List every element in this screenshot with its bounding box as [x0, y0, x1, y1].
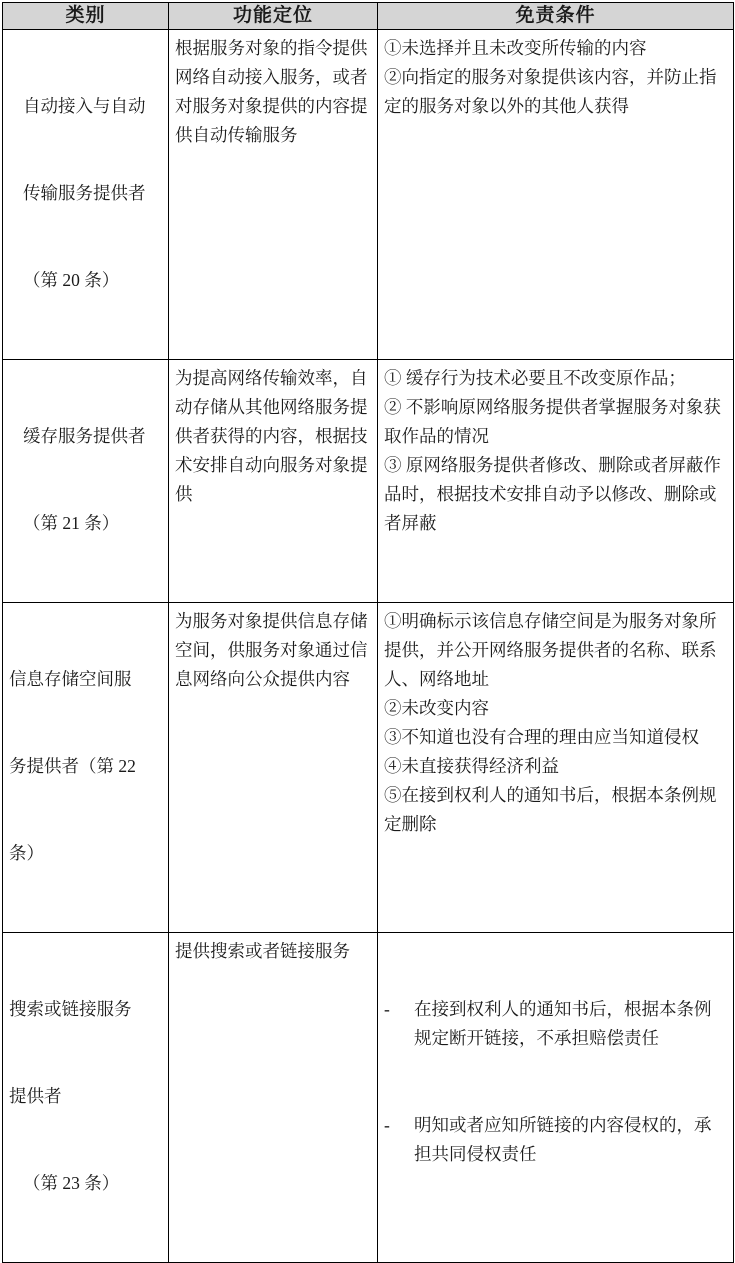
- list-item-text: 在接到权利人的通知书后，根据本条例规定断开链接，不承担赔偿责任: [414, 999, 712, 1048]
- dash-bullet-icon: -: [384, 1115, 390, 1135]
- function-text: 为服务对象提供信息存储空间，供服务对象通过信息网络向公众提供内容: [175, 611, 368, 689]
- dash-bullet-icon: -: [384, 999, 390, 1019]
- table-row: [3, 30, 734, 360]
- cell-category: [3, 30, 169, 360]
- table-body: [3, 30, 734, 1263]
- cell-category: [3, 360, 169, 603]
- conditions-text: ① 缓存行为技术必要且不改变原作品； ② 不影响原网络服务提供者掌握服务对象获取作品的情况 ③ 原网络服务提供者修改、删除或者屏蔽作品时，根据技术安排自动予以修改、删除或者屏蔽: [384, 368, 721, 533]
- cell-function: [169, 933, 378, 1263]
- category-line-2: 务提供者（第 22: [9, 756, 136, 776]
- conditions-text: ①未选择并且未改变所传输的内容 ②向指定的服务对象提供该内容，并防止指定的服务对象以外的其他人获得: [384, 38, 717, 116]
- category-line-2: 提供者: [9, 1086, 62, 1106]
- category-line-2: 传输服务提供者: [23, 183, 146, 203]
- cell-function: [169, 603, 378, 933]
- cell-conditions: [378, 603, 734, 933]
- column-header-category: 类别: [3, 3, 169, 30]
- table-header: [3, 3, 734, 30]
- table-row: [3, 603, 734, 933]
- category-line-1: 搜索或链接服务: [9, 999, 132, 1019]
- category-line-3: （第 23 条）: [23, 1173, 120, 1193]
- category-line-3: 条）: [9, 843, 44, 863]
- list-item: [384, 995, 728, 1053]
- category-line-1: 缓存服务提供者: [23, 426, 146, 446]
- function-text: 为提高网络传输效率，自动存储从其他网络服务提供者获得的内容，根据技术安排自动向服务对象提供: [175, 368, 368, 504]
- cell-conditions: [378, 360, 734, 603]
- cell-function: [169, 360, 378, 603]
- liability-exemption-table: [2, 2, 734, 1263]
- function-text: 根据服务对象的指令提供网络自动接入服务，或者对服务对象提供的内容提供自动传输服务: [175, 38, 368, 145]
- function-text: 提供搜索或者链接服务: [175, 941, 350, 961]
- header-row: [3, 3, 734, 30]
- cell-conditions: [378, 933, 734, 1263]
- table-row: [3, 933, 734, 1263]
- conditions-list: [378, 933, 733, 1233]
- cell-category: [3, 933, 169, 1263]
- table-row: [3, 360, 734, 603]
- conditions-text: ①明确标示该信息存储空间是为服务对象所提供，并公开网络服务提供者的名称、联系人、网络地址 ②未改变内容 ③不知道也没有合理的理由应当知道侵权 ④未直接获得经济利益 ⑤在接到权利人的通知书后，根据本条例规定删除: [384, 611, 717, 834]
- category-line-2: （第 21 条）: [23, 513, 120, 533]
- category-line-1: 信息存储空间服: [9, 669, 132, 689]
- cell-function: [169, 30, 378, 360]
- list-item-text: 明知或者应知所链接的内容侵权的，承担共同侵权责任: [414, 1115, 712, 1164]
- category-line-1: 自动接入与自动: [23, 96, 146, 116]
- cell-conditions: [378, 30, 734, 360]
- category-line-3: （第 20 条）: [23, 270, 120, 290]
- column-header-conditions: 免责条件: [378, 3, 734, 30]
- cell-category: [3, 603, 169, 933]
- list-item: [384, 1111, 728, 1169]
- column-header-function: 功能定位: [169, 3, 378, 30]
